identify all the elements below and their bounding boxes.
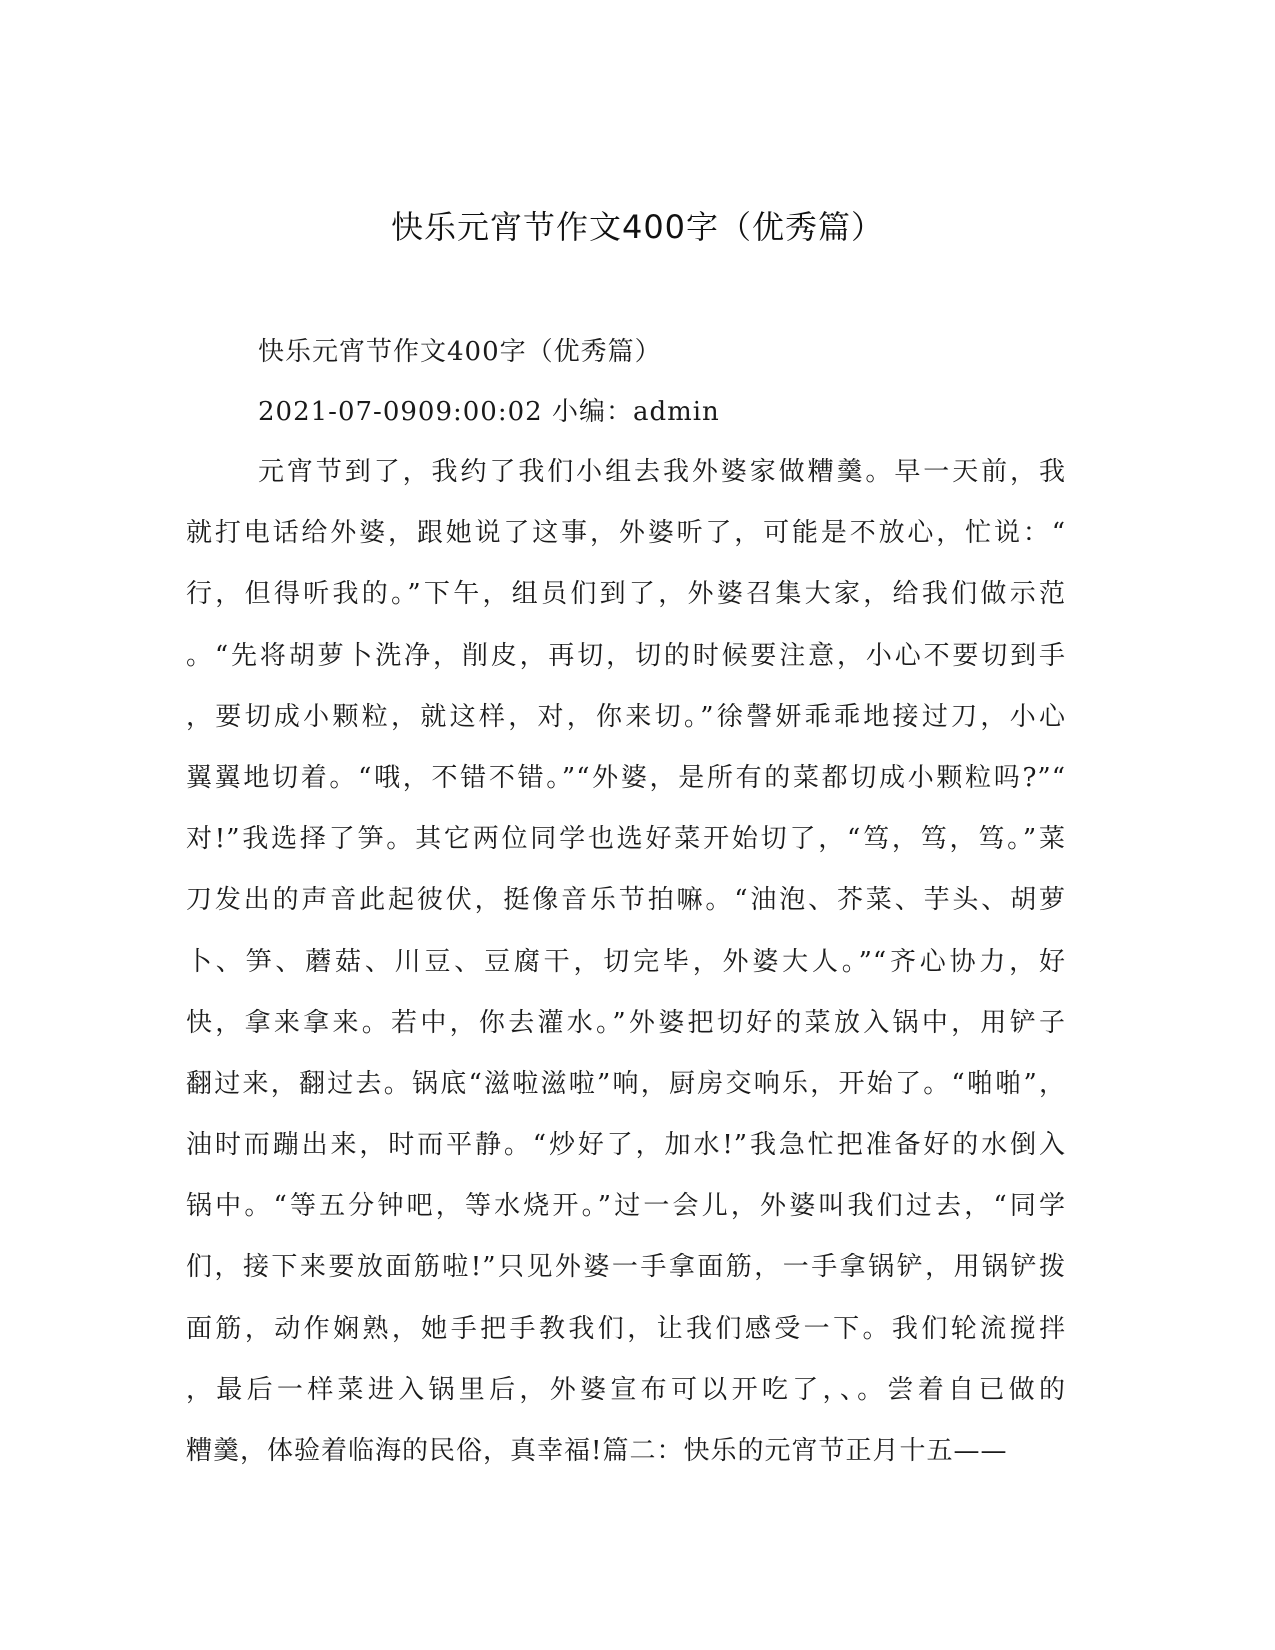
paragraph-line: ，要切成小颗粒，就这样，对，你来切。”徐謦妍乖乖地接过刀，小心 <box>186 701 1066 732</box>
paragraph-line: 锅中。“等五分钟吧，等水烧开。”过一会儿，外婆叫我们过去，“同学 <box>186 1191 1066 1222</box>
paragraph-line: 们，接下来要放面筋啦!”只见外婆一手拿面筋，一手拿锅铲，用锅铲拨 <box>186 1252 1066 1283</box>
paragraph-line: 刀发出的声音此起彼伏，挺像音乐节拍嘛。“油泡、芥菜、芋头、胡萝 <box>186 885 1066 916</box>
paragraph-line: 翼翼地切着。“哦，不错不错。”“外婆，是所有的菜都切成小颗粒吗?”“ <box>186 762 1066 793</box>
article-meta: 2021-07-0909:00:02 小编：admin <box>258 397 720 427</box>
paragraph-line: 翻过来，翻过去。锅底“滋啦滋啦”响，厨房交响乐，开始了。“啪啪”， <box>186 1068 1066 1099</box>
article-subtitle: 快乐元宵节作文400字（优秀篇） <box>258 337 662 367</box>
paragraph-line: 糟羹，体验着临海的民俗，真幸福!篇二：快乐的元宵节正月十五—— <box>186 1436 1008 1466</box>
paragraph-line: 快，拿来拿来。若中，你去灌水。”外婆把切好的菜放入锅中，用铲子 <box>186 1007 1066 1038</box>
document-body <box>186 322 1066 1482</box>
paragraph-line: 元宵节到了，我约了我们小组去我外婆家做糟羹。早一天前，我 <box>258 457 1066 487</box>
paragraph-line: 卜、笋、蘑菇、川豆、豆腐干，切完毕，外婆大人。”“齐心协力，好 <box>186 946 1066 977</box>
paragraph-line: 。“先将胡萝卜洗净，削皮，再切，切的时候要注意，小心不要切到手 <box>186 640 1066 671</box>
paragraph-line: 对!”我选择了笋。其它两位同学也选好菜开始切了，“笃，笃，笃。”菜 <box>186 824 1066 855</box>
paragraph-line: 就打电话给外婆，跟她说了这事，外婆听了，可能是不放心，忙说：“ <box>186 518 1066 549</box>
paragraph-line: 油时而蹦出来，时而平静。“炒好了，加水!”我急忙把准备好的水倒入 <box>186 1130 1066 1161</box>
paragraph-line: ，最后一样菜进入锅里后，外婆宣布可以开吃了，、。尝着自已做的 <box>186 1374 1066 1405</box>
paragraph-line: 面筋，动作娴熟，她手把手教我们，让我们感受一下。我们轮流搅拌 <box>186 1313 1066 1344</box>
document-title: 快乐元宵节作文400字（优秀篇） <box>390 208 885 246</box>
paragraph-line: 行，但得听我的。”下午，组员们到了，外婆召集大家，给我们做示范 <box>186 579 1066 610</box>
